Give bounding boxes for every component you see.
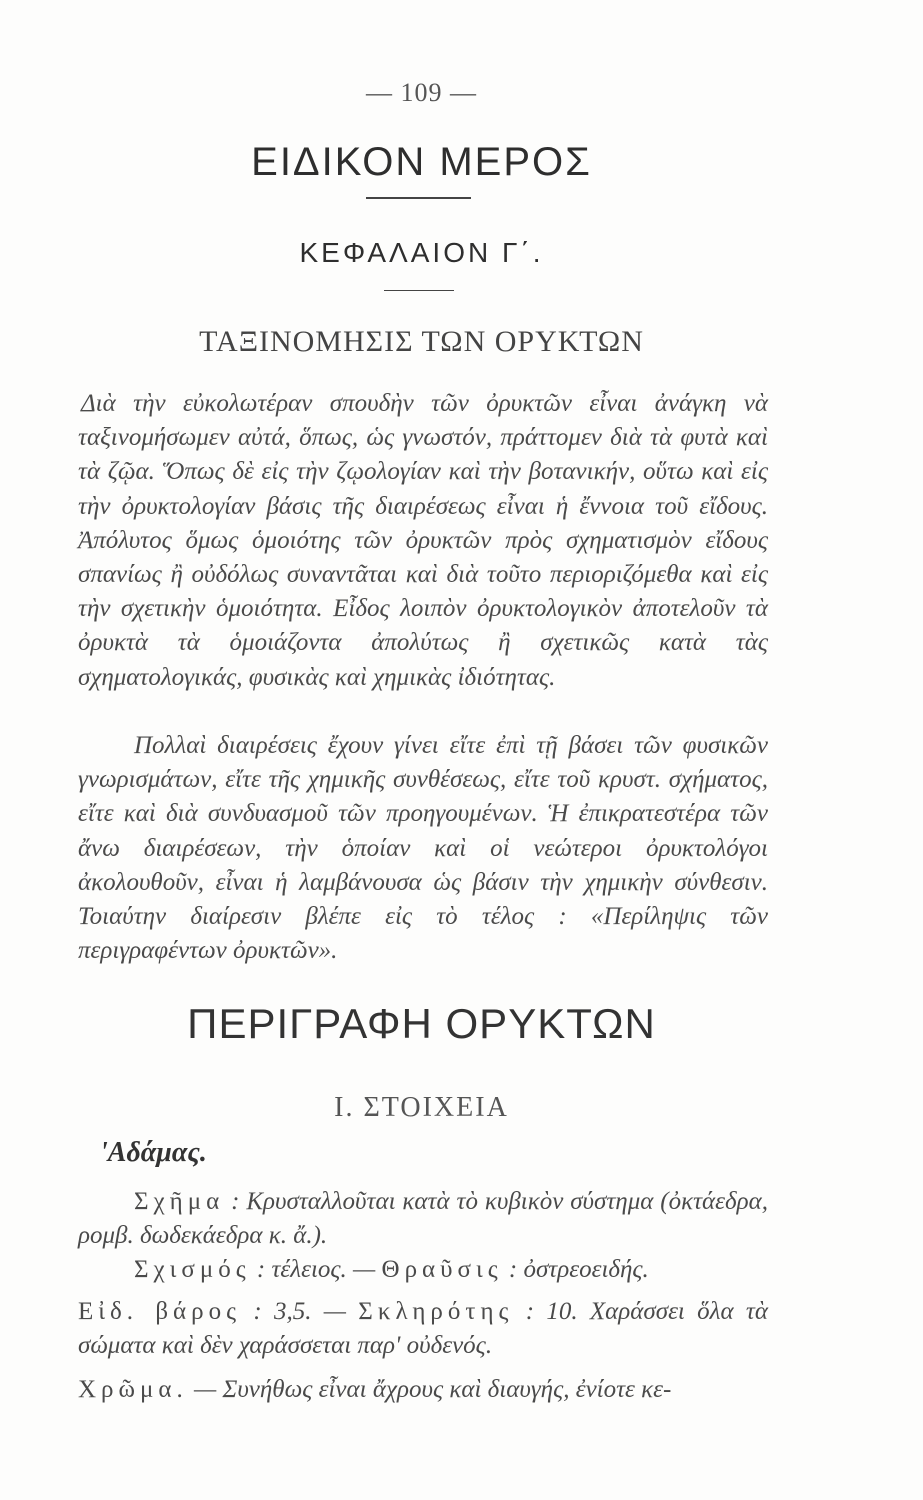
entry-title: 'Αδάμας.	[100, 1137, 207, 1168]
paragraph-divisions: Πολλαὶ διαιρέσεις ἔχουν γίνει εἴτε ἐπὶ τῇ βάσει τῶν φυσικῶν γνωρισμάτων, εἴτε τῆς χημικῆς συνθέσεως, εἴτε τοῦ κρυστ. σχήματος, εἴτε καὶ διὰ συνδυασμοῦ τῶν προηγουμένων. Ἡ ἐπικρατεστέρα τῶν ἄνω διαιρέσεων, τὴν ὁποίαν καὶ οἱ νεώτεροι ὀρυκτολόγοι ἀκολουθοῦν, εἶναι ἡ λαμβάνουσα ὡς βάσιν τὴν χημικὴν σύνθεσιν. Τοιαύτην διαίρεσιν βλέπε εἰς τὸ τέλος : «Περίληψις τῶν περιγραφέντων ὀρυκτῶν».	[78, 732, 768, 965]
text-weight: : 3,5. —	[241, 1298, 359, 1325]
label-shape: Σχῆμα	[134, 1188, 225, 1215]
heading: ΤΑΞΙΝΟΜΗΣΙΣ ΤΩΝ ΟΡΥΚΤΩΝ	[199, 325, 644, 358]
label-hardness: Σκληρότης	[358, 1298, 514, 1325]
divider	[366, 197, 471, 199]
chapter-title: ΚΕΦΑΛΑΙΟΝ Γ΄.	[299, 237, 544, 268]
text-color: — Συνήθως εἶναι ἄχρους καὶ διαυγής, ἐνίοτε κε-	[187, 1376, 672, 1403]
label-fracture: Θραῦσις	[381, 1256, 503, 1283]
label-color: Χρῶμα.	[78, 1376, 188, 1403]
description-cleavage-fracture	[78, 1253, 768, 1287]
label-cleavage: Σχισμός	[134, 1256, 251, 1283]
label-weight: Εἰδ. βάρος	[78, 1298, 242, 1325]
description-weight-hardness	[78, 1295, 768, 1363]
section-title: ΕΙΔΙΚΟΝ ΜΕΡΟΣ	[251, 140, 592, 184]
text-hardness: : 10. Χαράσσει ὅλα τὰ σώματα καὶ δὲν χαράσσεται παρ' οὐδενός.	[78, 1298, 768, 1359]
description-shape	[78, 1185, 768, 1253]
divider	[384, 290, 454, 291]
text-shape: : Κρυσταλλοῦται κατὰ τὸ κυβικὸν σύστημα (ὀκτάεδρα, ρομβ. δωδεκάεδρα κ. ἄ.).	[78, 1188, 768, 1249]
description-color	[78, 1373, 768, 1407]
page-number: — 109 —	[366, 78, 477, 107]
text-fracture: : ὀστρεοειδής.	[502, 1256, 649, 1283]
subsection-title: I. ΣΤΟΙΧΕΙΑ	[334, 1092, 509, 1123]
text-cleavage: : τέλειος. —	[250, 1256, 382, 1283]
paragraph-classification: Διὰ τὴν εὐκολωτέραν σπουδὴν τῶν ὀρυκτῶν εἶναι ἀνάγκη νὰ ταξινομήσωμεν αὐτά, ὅπως, ὡς γνωστόν, πράττομεν διὰ τὰ φυτὰ καὶ τὰ ζῷα. Ὅπως δὲ εἰς τὴν ζῳολογίαν καὶ τὴν βοτανικήν, οὕτω καὶ εἰς τὴν ὀρυκτολογίαν βάσις τῆς διαιρέσεως εἶναι ἡ ἔννοια τοῦ εἴδους. Ἀπόλυτος ὅμως ὁμοιότης τῶν ὀρυκτῶν πρὸς σχηματισμὸν εἴδους σπανίως ἢ οὐδόλως συναντᾶται καὶ διὰ τοῦτο περιοριζόμεθα καὶ εἰς τὴν σχετικὴν ὁμοιότητα. Εἶδος λοιπὸν ὀρυκτολογικὸν ἀποτελοῦν τὰ ὀρυκτὰ τὰ ὁμοιάζοντα ἀπολύτως ἢ σχετικῶς κατὰ τὰς σχηματολογικάς, φυσικὰς καὶ χημικὰς ἰδιότητας.	[78, 390, 768, 691]
section-title-description: ΠΕΡΙΓΡΑΦΗ ΟΡΥΚΤΩΝ	[187, 1000, 656, 1047]
